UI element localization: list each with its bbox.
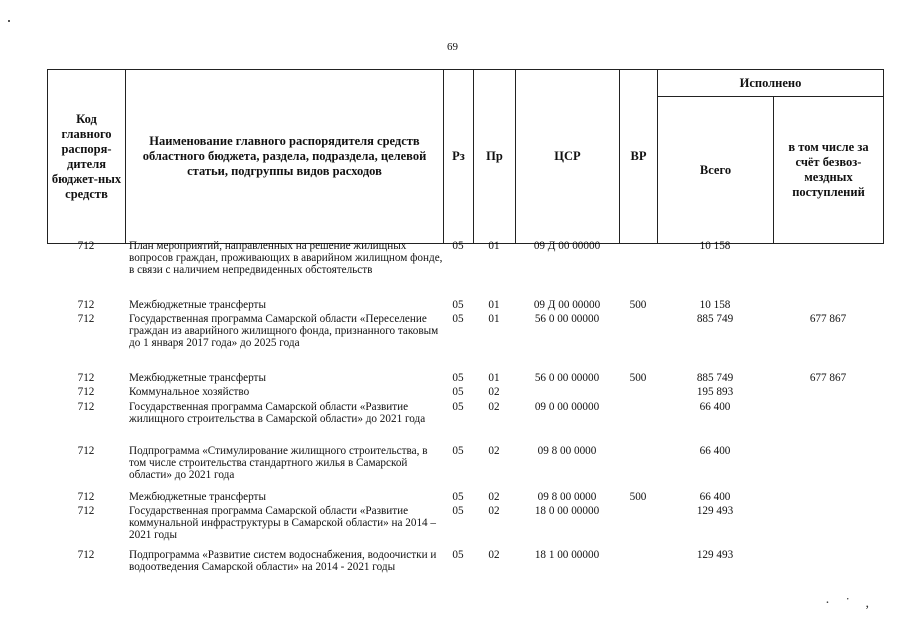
- table-row: [47, 372, 883, 386]
- table-row: [47, 240, 883, 299]
- header-executed: Исполнено: [658, 70, 884, 97]
- header-code: Код главного распоря-дителя бюджет-ных средств: [48, 70, 126, 244]
- cell-name: Государственная программа Самарской области «Переселение граждан из аварийного жилищного фонда, признанного таковым до 1 января 2017 года» до 2025 года: [129, 313, 439, 349]
- header-total: Всего: [658, 97, 774, 244]
- cell-code: 712: [77, 445, 95, 457]
- cell-csr: 18 1 00 00000: [534, 549, 600, 561]
- cell-total: 195 893: [696, 386, 734, 398]
- header-vr: ВР: [620, 70, 658, 244]
- cell-csr: 09 Д 00 00000: [533, 299, 601, 311]
- cell-free: 677 867: [809, 372, 847, 384]
- cell-pr: 01: [488, 313, 500, 325]
- cell-total: 10 158: [699, 299, 731, 311]
- cell-free: 677 867: [809, 313, 847, 325]
- cell-vr: 500: [629, 299, 647, 311]
- cell-code: 712: [77, 549, 95, 561]
- table-row: [47, 401, 883, 445]
- cell-rz: 05: [452, 299, 464, 311]
- cell-pr: 02: [488, 505, 500, 517]
- cell-csr: 56 0 00 00000: [534, 372, 600, 384]
- cell-name: Подпрограмма «Стимулирование жилищного строительства, в том числе строительства стандартного жилья в Самарской области» до 2021 года: [129, 445, 428, 481]
- table-row: [47, 299, 883, 313]
- cell-csr: 09 0 00 00000: [534, 401, 600, 413]
- cell-code: 712: [77, 505, 95, 517]
- cell-name: Межбюджетные трансферты: [129, 491, 266, 503]
- cell-vr: 500: [629, 491, 647, 503]
- cell-total: 66 400: [699, 445, 731, 457]
- header-name: Наименование главного распорядителя средств областного бюджета, раздела, подраздела, целевой статьи, подгруппы видов расходов: [126, 70, 444, 244]
- cell-csr: 09 Д 00 00000: [533, 240, 601, 252]
- cell-pr: 02: [488, 445, 500, 457]
- cell-pr: 02: [488, 549, 500, 561]
- cell-total: 885 749: [696, 313, 734, 325]
- cell-rz: 05: [452, 549, 464, 561]
- cell-pr: 02: [488, 491, 500, 503]
- header-rz: Рз: [444, 70, 474, 244]
- cell-name: Подпрограмма «Развитие систем водоснабжения, водоочистки и водоотведения Самарской области» на 2014 - 2021 годы: [129, 549, 437, 573]
- cell-code: 712: [77, 401, 95, 413]
- cell-rz: 05: [452, 240, 464, 252]
- cell-code: 712: [77, 299, 95, 311]
- cell-code: 712: [77, 372, 95, 384]
- cell-pr: 02: [488, 386, 500, 398]
- header-csr: ЦСР: [516, 70, 620, 244]
- cell-total: 885 749: [696, 372, 734, 384]
- table-row: [47, 313, 883, 372]
- cell-rz: 05: [452, 313, 464, 325]
- cell-code: 712: [77, 386, 95, 398]
- table-row: [47, 386, 883, 401]
- cell-name: Межбюджетные трансферты: [129, 299, 266, 311]
- cell-name: Государственная программа Самарской области «Развитие коммунальной инфраструктуры в Самарской области» на 2014 – 2021 годы: [129, 505, 437, 541]
- header-pr: Пр: [474, 70, 516, 244]
- cell-code: 712: [77, 313, 95, 325]
- cell-total: 129 493: [696, 505, 734, 517]
- cell-rz: 05: [452, 372, 464, 384]
- table-row: [47, 445, 883, 491]
- cell-total: 66 400: [699, 491, 731, 503]
- table-row: [47, 491, 883, 505]
- cell-pr: 02: [488, 401, 500, 413]
- cell-code: 712: [77, 240, 95, 252]
- cell-rz: 05: [452, 491, 464, 503]
- cell-rz: 05: [452, 386, 464, 398]
- cell-vr: 500: [629, 372, 647, 384]
- cell-name: Государственная программа Самарской области «Развитие жилищного строительства в Самарской области» до 2021 года: [129, 401, 426, 425]
- cell-csr: 09 8 00 0000: [537, 491, 597, 503]
- cell-name: Межбюджетные трансферты: [129, 372, 266, 384]
- cell-rz: 05: [452, 505, 464, 517]
- table-row: [47, 549, 883, 593]
- scan-marks: · ˙ ,: [825, 596, 875, 611]
- cell-name: План мероприятий, направленных на решение жилищных вопросов граждан, проживающих в аварийном жилищном фонде, в связи с наличием непредвиденных обстоятельств: [129, 240, 443, 276]
- cell-pr: 01: [488, 299, 500, 311]
- cell-csr: 09 8 00 0000: [537, 445, 597, 457]
- cell-name: Коммунальное хозяйство: [129, 386, 250, 398]
- table-row: [47, 505, 883, 549]
- cell-total: 129 493: [696, 549, 734, 561]
- cell-csr: 18 0 00 00000: [534, 505, 600, 517]
- cell-total: 10 158: [699, 240, 731, 252]
- cell-code: 712: [77, 491, 95, 503]
- cell-pr: 01: [488, 240, 500, 252]
- scan-artifact: [8, 20, 10, 22]
- cell-rz: 05: [452, 401, 464, 413]
- cell-rz: 05: [452, 445, 464, 457]
- cell-csr: 56 0 00 00000: [534, 313, 600, 325]
- page-number: 69: [447, 41, 458, 53]
- header-incl-free: в том числе за счёт безвоз-мездных поступлений: [774, 97, 884, 244]
- table-header: [47, 69, 884, 244]
- cell-total: 66 400: [699, 401, 731, 413]
- table-body: [47, 240, 883, 593]
- cell-pr: 01: [488, 372, 500, 384]
